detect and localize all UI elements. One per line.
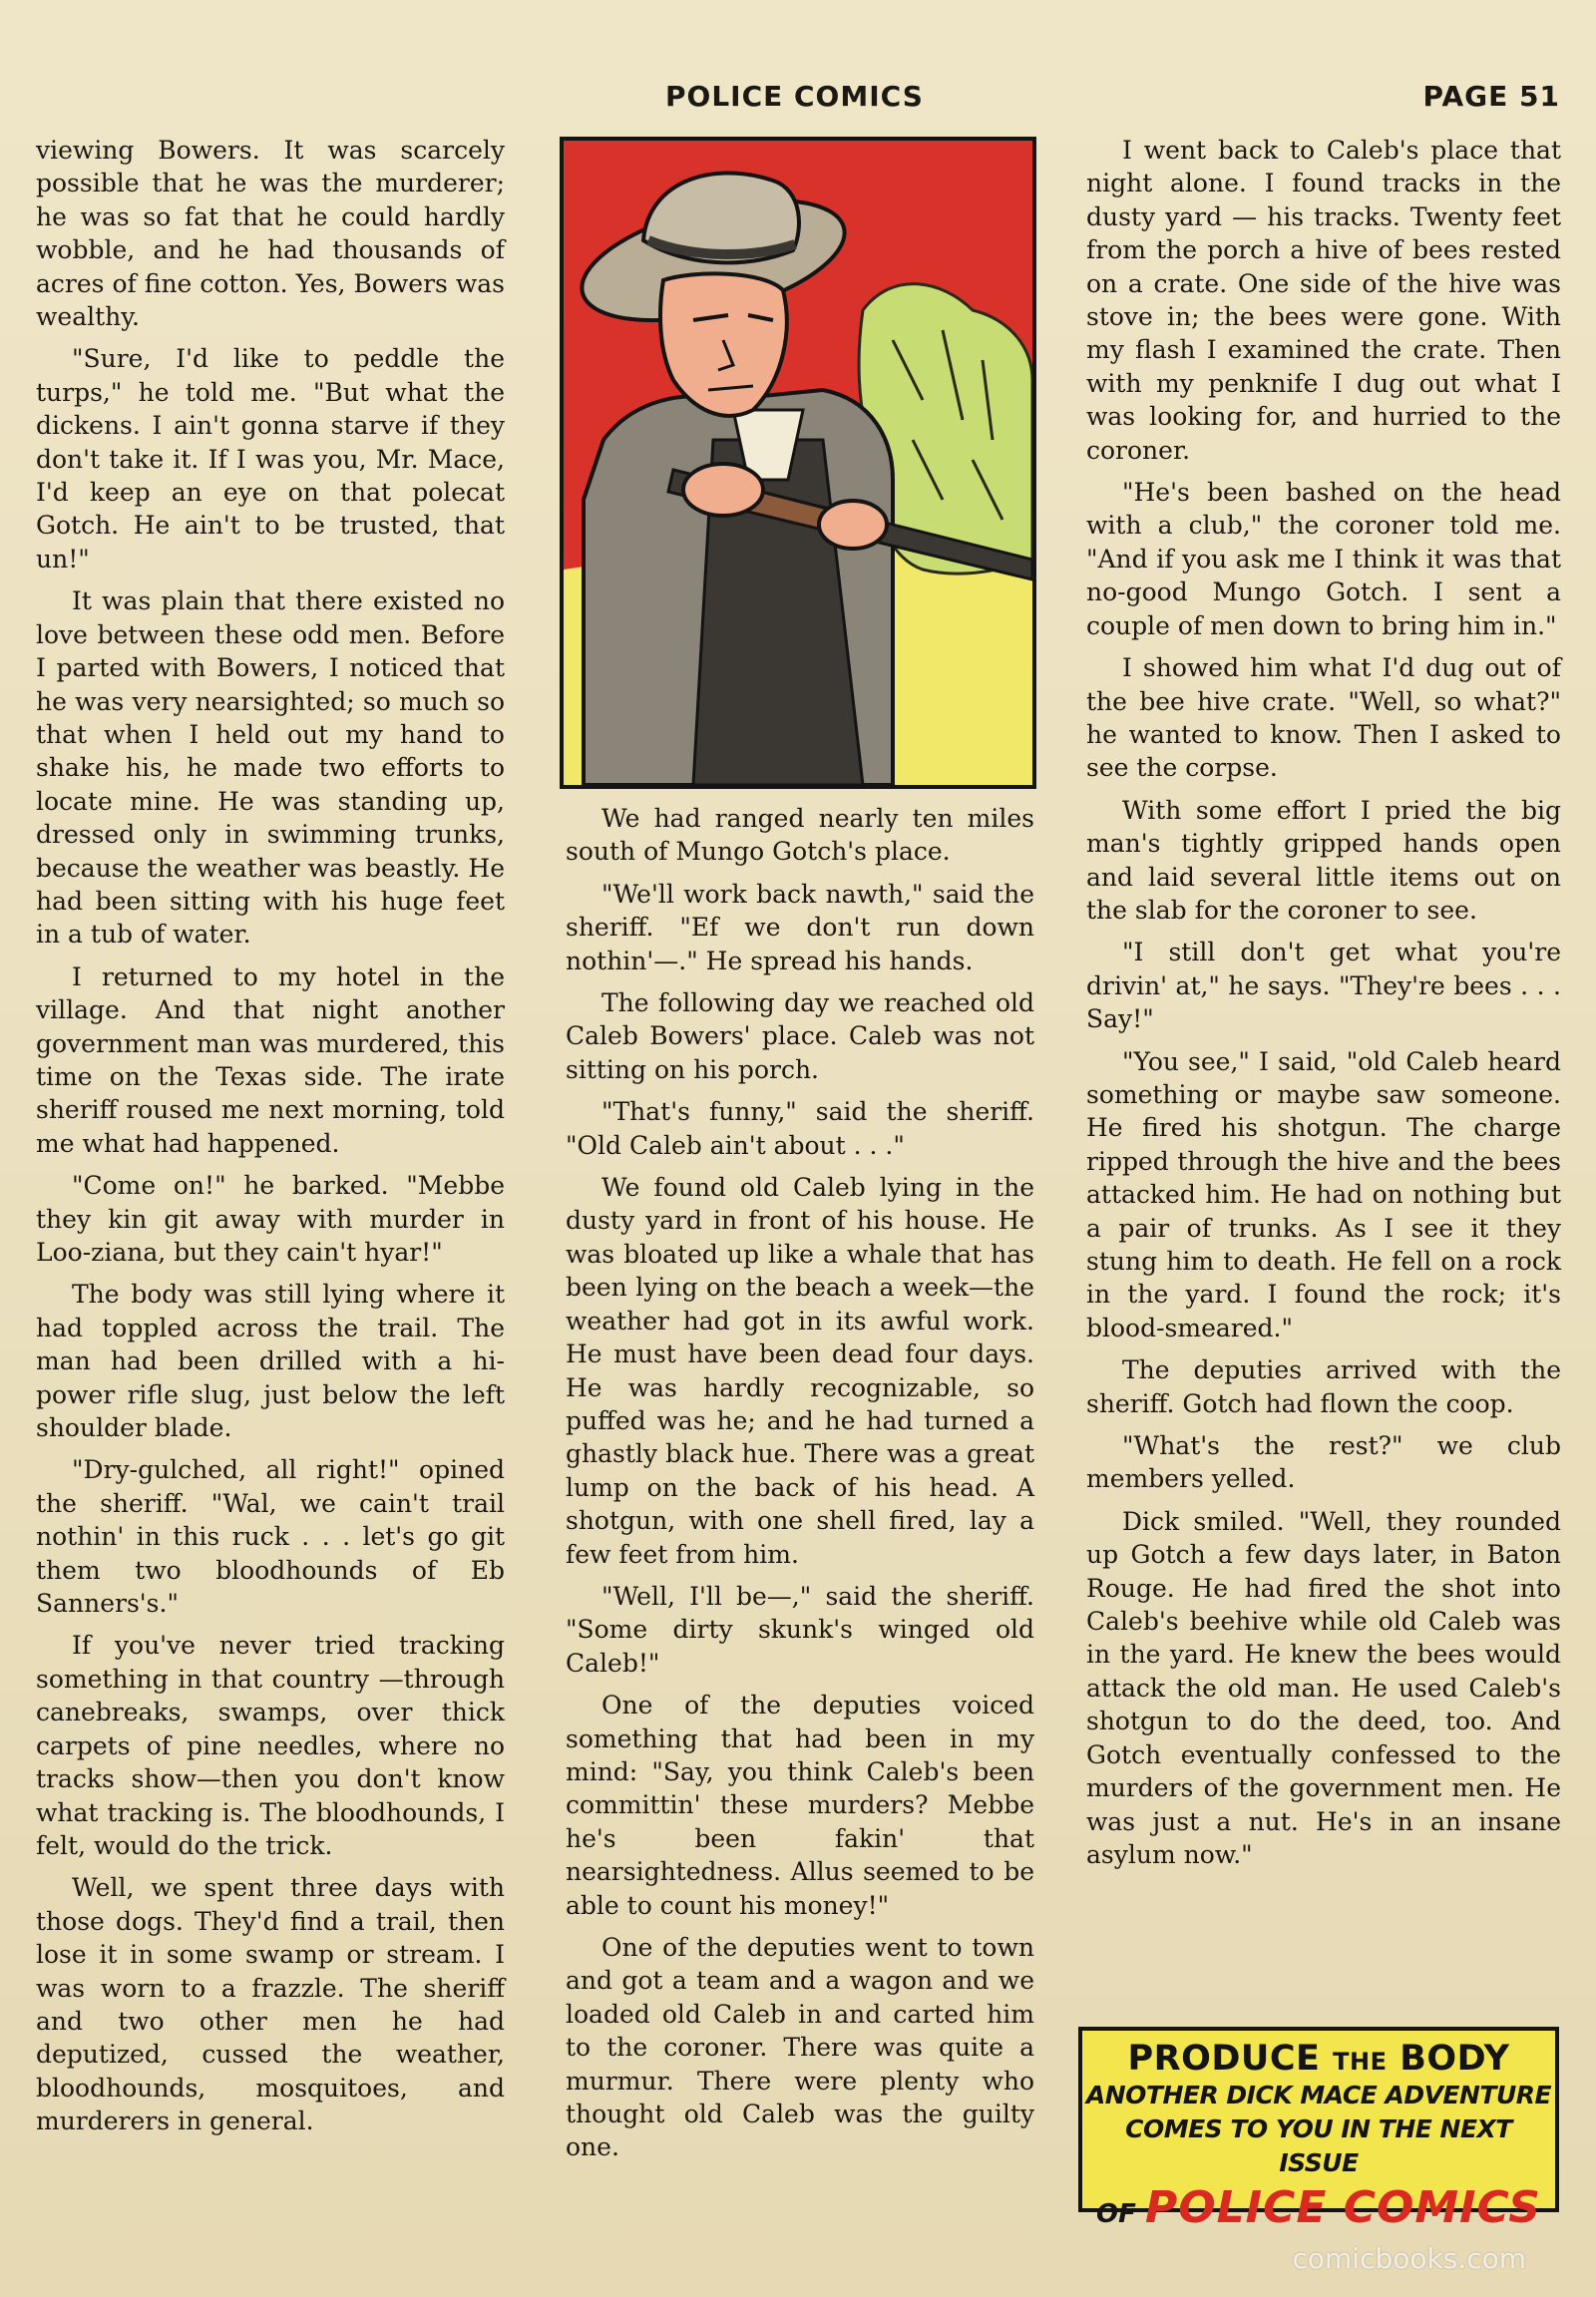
- promo-line-3: COMES TO YOU IN THE NEXT ISSUE: [1125, 2114, 1512, 2177]
- page-header: [32, 76, 1560, 120]
- paragraph: Well, we spent three days with those dogs. They'd find a trail, then lose it in some swamp or stream. I was worn to a frazzle. The sheriff and two other men he had deputized, cussed the weather, bloodhounds, mosquitoes, and murderers in general.: [36, 1873, 505, 2136]
- paragraph: "That's funny," said the sheriff. "Old Caleb ain't about . . .": [566, 1097, 1034, 1160]
- paragraph: I returned to my hotel in the village. And that night another government man was murdered, this time on the Texas side. The irate sheriff roused me next morning, told me what had happened.: [36, 961, 505, 1158]
- text-column-2: [566, 802, 1034, 2173]
- paragraph: "Well, I'll be—," said the sheriff. "Some dirty skunk's winged old Caleb!": [566, 1581, 1034, 1678]
- promo-line-4: [1082, 2182, 1555, 2233]
- promo-line-2: ANOTHER DICK MACE ADVENTURE: [1085, 2081, 1552, 2109]
- paragraph: I went back to Caleb's place that night alone. I found tracks in the dusty yard — his tracks. Twenty feet from the porch a hive of bees rested on a crate. One side of the hive was stove in; the bees were gone. With my flash I examined the crate. Then with my penknife I dug out what I was looking for, and hurried to the coroner.: [1086, 136, 1561, 465]
- promo-brand: POLICE COMICS: [1144, 2182, 1541, 2233]
- text-column-1: [36, 134, 505, 2147]
- promo-title-body: BODY: [1399, 2039, 1510, 2079]
- paragraph: Dick smiled. "Well, they rounded up Gotch a few days later, in Baton Rouge. He had fired the shot into Caleb's beehive while old Caleb was in the yard. He knew the bees would attack the old man. He used Caleb's shotgun to do the deed, too. And Gotch eventually confessed to the murders of the government men. He was just a nut. He's in an insane asylum now.": [1086, 1506, 1561, 1869]
- paragraph: One of the deputies voiced something that had been in my mind: "Say, you think Caleb's been committin' these murders? Mebbe he's been fakin' that nearsightedness. Allus seemed to be able to count his money!": [566, 1691, 1034, 1920]
- promo-title-produce: PRODUCE: [1127, 2039, 1321, 2079]
- paragraph: "He's been bashed on the head with a club," the coroner told me. "And if you ask me I think it was that no-good Mungo Gotch. I sent a couple of men down to bring him in.": [1086, 478, 1561, 640]
- paragraph: "I still don't get what you're drivin' at," he says. "They're bees . . . Say!": [1086, 938, 1561, 1034]
- paragraph: We found old Caleb lying in the dusty yard in front of his house. He was bloated up like a whale that has been lying on the beach a week—the weather had got in its awful work. He must have been dead four days. He was hardly recognizable, so puffed was he; and he had turned a ghastly black hue. There was a great lump on the back of his head. A shotgun, with one shell fired, lay a few feet from him.: [566, 1173, 1034, 1569]
- paragraph: "Dry-gulched, all right!" opined the sheriff. "Wal, we cain't trail nothin' in this ruck . . . let's go git them two bloodhounds of Eb Sanners's.": [36, 1455, 505, 1619]
- paragraph: The deputies arrived with the sheriff. Gotch had flown the coop.: [1086, 1355, 1561, 1418]
- next-issue-promo-box: [1078, 2027, 1559, 2233]
- promo-title: [1082, 2039, 1555, 2079]
- paragraph: With some effort I pried the big man's tightly gripped hands open and laid several little items out on the slab for the coroner to see.: [1086, 795, 1561, 925]
- illustration-panel: [560, 137, 1036, 789]
- paragraph: viewing Bowers. It was scarcely possible that he was the murderer; he was so fat that he could hardly wobble, and he had thousands of acres of fine cotton. Yes, Bowers was wealthy.: [36, 136, 505, 332]
- watermark: comicbooks.com: [1292, 2242, 1526, 2275]
- paragraph: "What's the rest?" we club members yelled.: [1086, 1431, 1561, 1494]
- magazine-title: POLICE COMICS: [665, 80, 924, 113]
- paragraph: We had ranged nearly ten miles south of Mungo Gotch's place.: [566, 804, 1034, 867]
- paragraph: It was plain that there existed no love between these odd men. Before I parted with Bowers, I noticed that he was very nearsighted; so much so that when I held out my hand to shake his, he made two efforts to locate mine. He was standing up, dressed only in swimming trunks, because the weather was beastly. He had been sitting with his huge feet in a tub of water.: [36, 586, 505, 950]
- promo-of: OF: [1096, 2199, 1136, 2229]
- paragraph: "Sure, I'd like to peddle the turps," he told me. "But what the dickens. I ain't gonna starve if they don't take it. If I was you, Mr. Mace, I'd keep an eye on that polecat Gotch. He ain't to be trusted, that un!": [36, 344, 505, 574]
- promo-title-the: THE: [1333, 2048, 1388, 2076]
- paragraph: "We'll work back nawth," said the sheriff. "Ef we don't run down nothin'—." He spread his hands.: [566, 879, 1034, 975]
- page-number: PAGE 51: [1422, 80, 1560, 113]
- gunman-illustration: [564, 141, 1032, 785]
- paragraph: I showed him what I'd dug out of the bee hive crate. "Well, so what?" he wanted to know. Then I asked to see the corpse.: [1086, 653, 1561, 783]
- paragraph: "Come on!" he barked. "Mebbe they kin git away with murder in Loo-ziana, but they cain't hyar!": [36, 1171, 505, 1267]
- paragraph: The following day we reached old Caleb Bowers' place. Caleb was not sitting on his porch.: [566, 988, 1034, 1084]
- paragraph: If you've never tried tracking something in that country —through canebreaks, swamps, over thick carpets of pine needles, where no tracks show—then you don't know what tracking is. The bloodhounds, I felt, would do the trick.: [36, 1631, 505, 1860]
- paragraph: "You see," I said, "old Caleb heard something or maybe saw someone. He fired his shotgun. The charge ripped through the hive and the bees attacked him. He had on nothing but a pair of trunks. As I see it they stung him to death. He fell on a rock in the yard. I found the rock; it's blood-smeared.": [1086, 1046, 1561, 1342]
- text-column-3: [1086, 134, 1561, 1880]
- paragraph: One of the deputies went to town and got a team and a wagon and we loaded old Caleb in and carted him to the coroner. There was quite a murmur. There were plenty who thought old Caleb was the guilty one.: [566, 1933, 1034, 2162]
- paragraph: The body was still lying where it had toppled across the trail. The man had been drilled with a hi-power rifle slug, just below the left shoulder blade.: [36, 1280, 505, 1443]
